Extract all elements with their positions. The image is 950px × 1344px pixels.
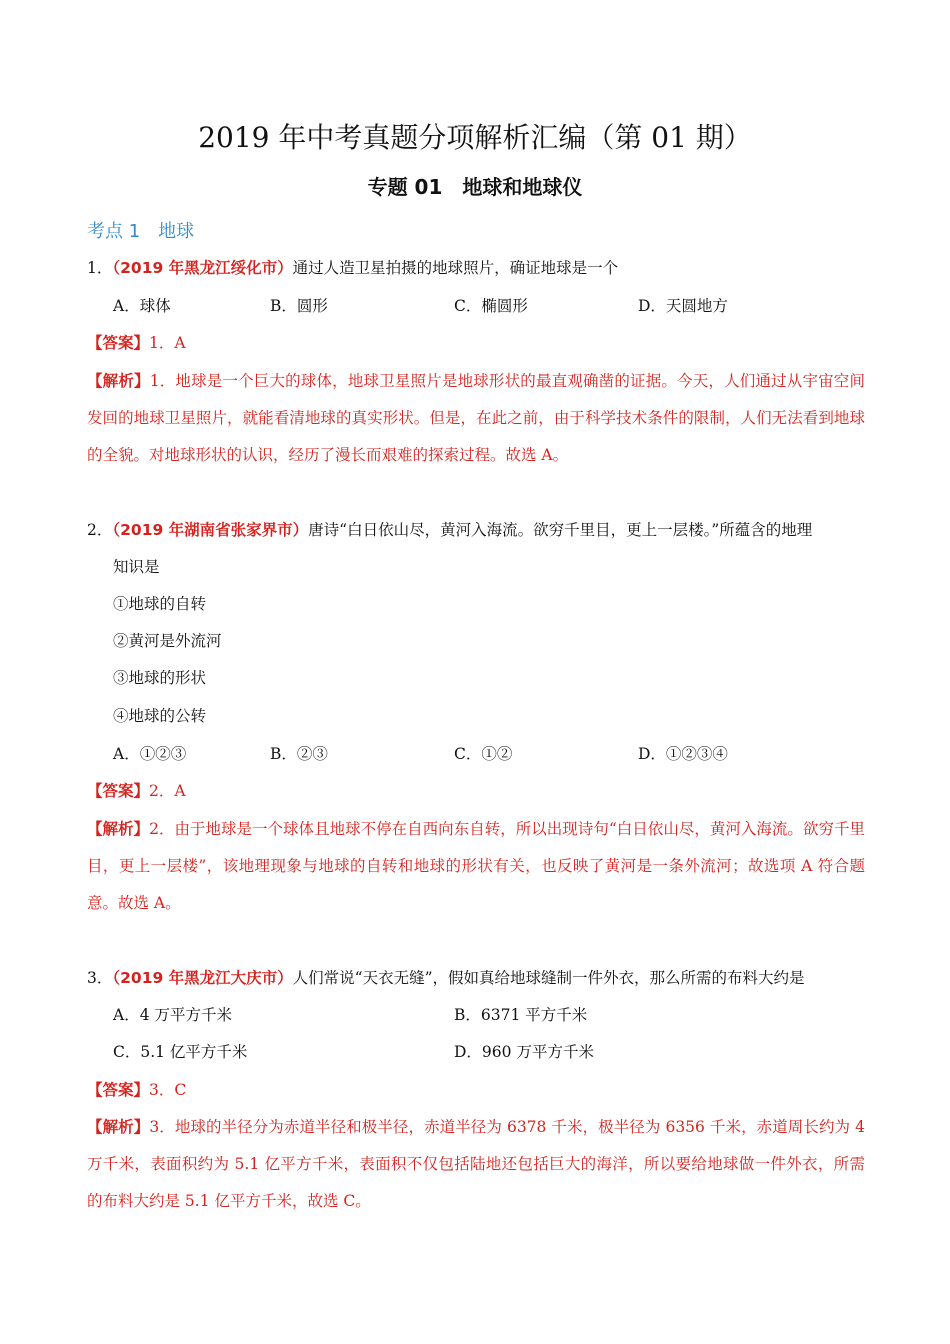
answer-text: 1．A bbox=[149, 334, 186, 352]
statement-item: ②黄河是外流河 bbox=[113, 632, 222, 650]
question-3-stem bbox=[87, 966, 805, 990]
analysis-tag: 【解析】 bbox=[87, 371, 150, 390]
question-2-stem bbox=[87, 518, 812, 542]
analysis-1 bbox=[87, 362, 865, 474]
option-a: A．①②③ bbox=[113, 745, 187, 763]
analysis-text: 3．地球的半径分为赤道半径和极半径，赤道半径为 6378 千米，极半径为 6356 千米，赤道周长约为 4 万千米，表面积约为 5.1 亿平方千米，表面积不仅包括陆地还包括巨大的海洋，所以要给地球做一件外衣，所需的布料大约是 5.1 亿平方千米，故选 C。 bbox=[87, 1118, 865, 1210]
option-b: B．6371 平方千米 bbox=[454, 1006, 588, 1024]
analysis-3 bbox=[87, 1108, 865, 1220]
page-title: 2019 年中考真题分项解析汇编（第 01 期） bbox=[198, 121, 752, 154]
answer-2 bbox=[87, 779, 186, 803]
option-d: D．①②③④ bbox=[638, 745, 728, 763]
statement-item: ④地球的公转 bbox=[113, 707, 207, 725]
section-heading: 考点 1 地球 bbox=[87, 221, 195, 242]
question-number: 1． bbox=[87, 259, 113, 277]
question-source: （2019 年湖南省张家界市） bbox=[112, 521, 309, 539]
option-c: C．①② bbox=[454, 745, 513, 763]
answer-text: 3．C bbox=[149, 1081, 187, 1099]
question-number: 3． bbox=[87, 969, 113, 987]
analysis-tag: 【解析】 bbox=[87, 1117, 150, 1136]
option-c: C．5.1 亿平方千米 bbox=[113, 1043, 248, 1061]
option-a: A．球体 bbox=[113, 297, 171, 315]
answer-text: 2．A bbox=[149, 782, 186, 800]
question-text: 人们常说“天衣无缝”，假如真给地球缝制一件外衣，那么所需的布料大约是 bbox=[292, 969, 805, 987]
answer-tag: 【答案】 bbox=[87, 781, 150, 800]
question-text: 唐诗“白日依山尽，黄河入海流。欲穷千里目，更上一层楼。”所蕴含的地理 bbox=[308, 521, 813, 539]
statement-item: ①地球的自转 bbox=[113, 595, 207, 613]
analysis-tag: 【解析】 bbox=[87, 819, 150, 838]
option-a: A．4 万平方千米 bbox=[113, 1006, 232, 1024]
analysis-text: 2．由于地球是一个球体且地球不停在自西向东自转，所以出现诗句“白日依山尽，黄河入海流。欲穷千里目，更上一层楼”，该地理现象与地球的自转和地球的形状有关，也反映了黄河是一条外流河；故选项 A 符合题意。故选 A。 bbox=[87, 820, 865, 912]
answer-tag: 【答案】 bbox=[87, 1080, 150, 1099]
answer-1 bbox=[87, 331, 186, 355]
question-source: （2019 年黑龙江大庆市） bbox=[112, 969, 293, 987]
statement-item: ③地球的形状 bbox=[113, 669, 207, 687]
analysis-text: 1．地球是一个巨大的球体，地球卫星照片是地球形状的最直观确凿的证据。今天，人们通过从宇宙空间发回的地球卫星照片，就能看清地球的真实形状。但是，在此之前，由于科学技术条件的限制，人们无法看到地球的全貌。对地球形状的认识，经历了漫长而艰难的探索过程。故选 A。 bbox=[87, 372, 865, 464]
question-text: 通过人造卫星拍摄的地球照片，确证地球是一个 bbox=[292, 259, 619, 277]
question-2-stem-continued: 知识是 bbox=[113, 558, 160, 576]
answer-tag: 【答案】 bbox=[87, 333, 150, 352]
option-b: B．②③ bbox=[270, 745, 328, 763]
analysis-2 bbox=[87, 810, 865, 922]
option-d: D．天圆地方 bbox=[638, 297, 728, 315]
option-b: B．圆形 bbox=[270, 297, 328, 315]
question-number: 2． bbox=[87, 521, 113, 539]
option-c: C．椭圆形 bbox=[454, 297, 528, 315]
question-source: （2019 年黑龙江绥化市） bbox=[112, 259, 293, 277]
question-1-stem bbox=[87, 256, 618, 280]
answer-3 bbox=[87, 1078, 186, 1102]
page-subtitle: 专题 01 地球和地球仪 bbox=[367, 175, 583, 199]
option-d: D．960 万平方千米 bbox=[454, 1043, 594, 1061]
